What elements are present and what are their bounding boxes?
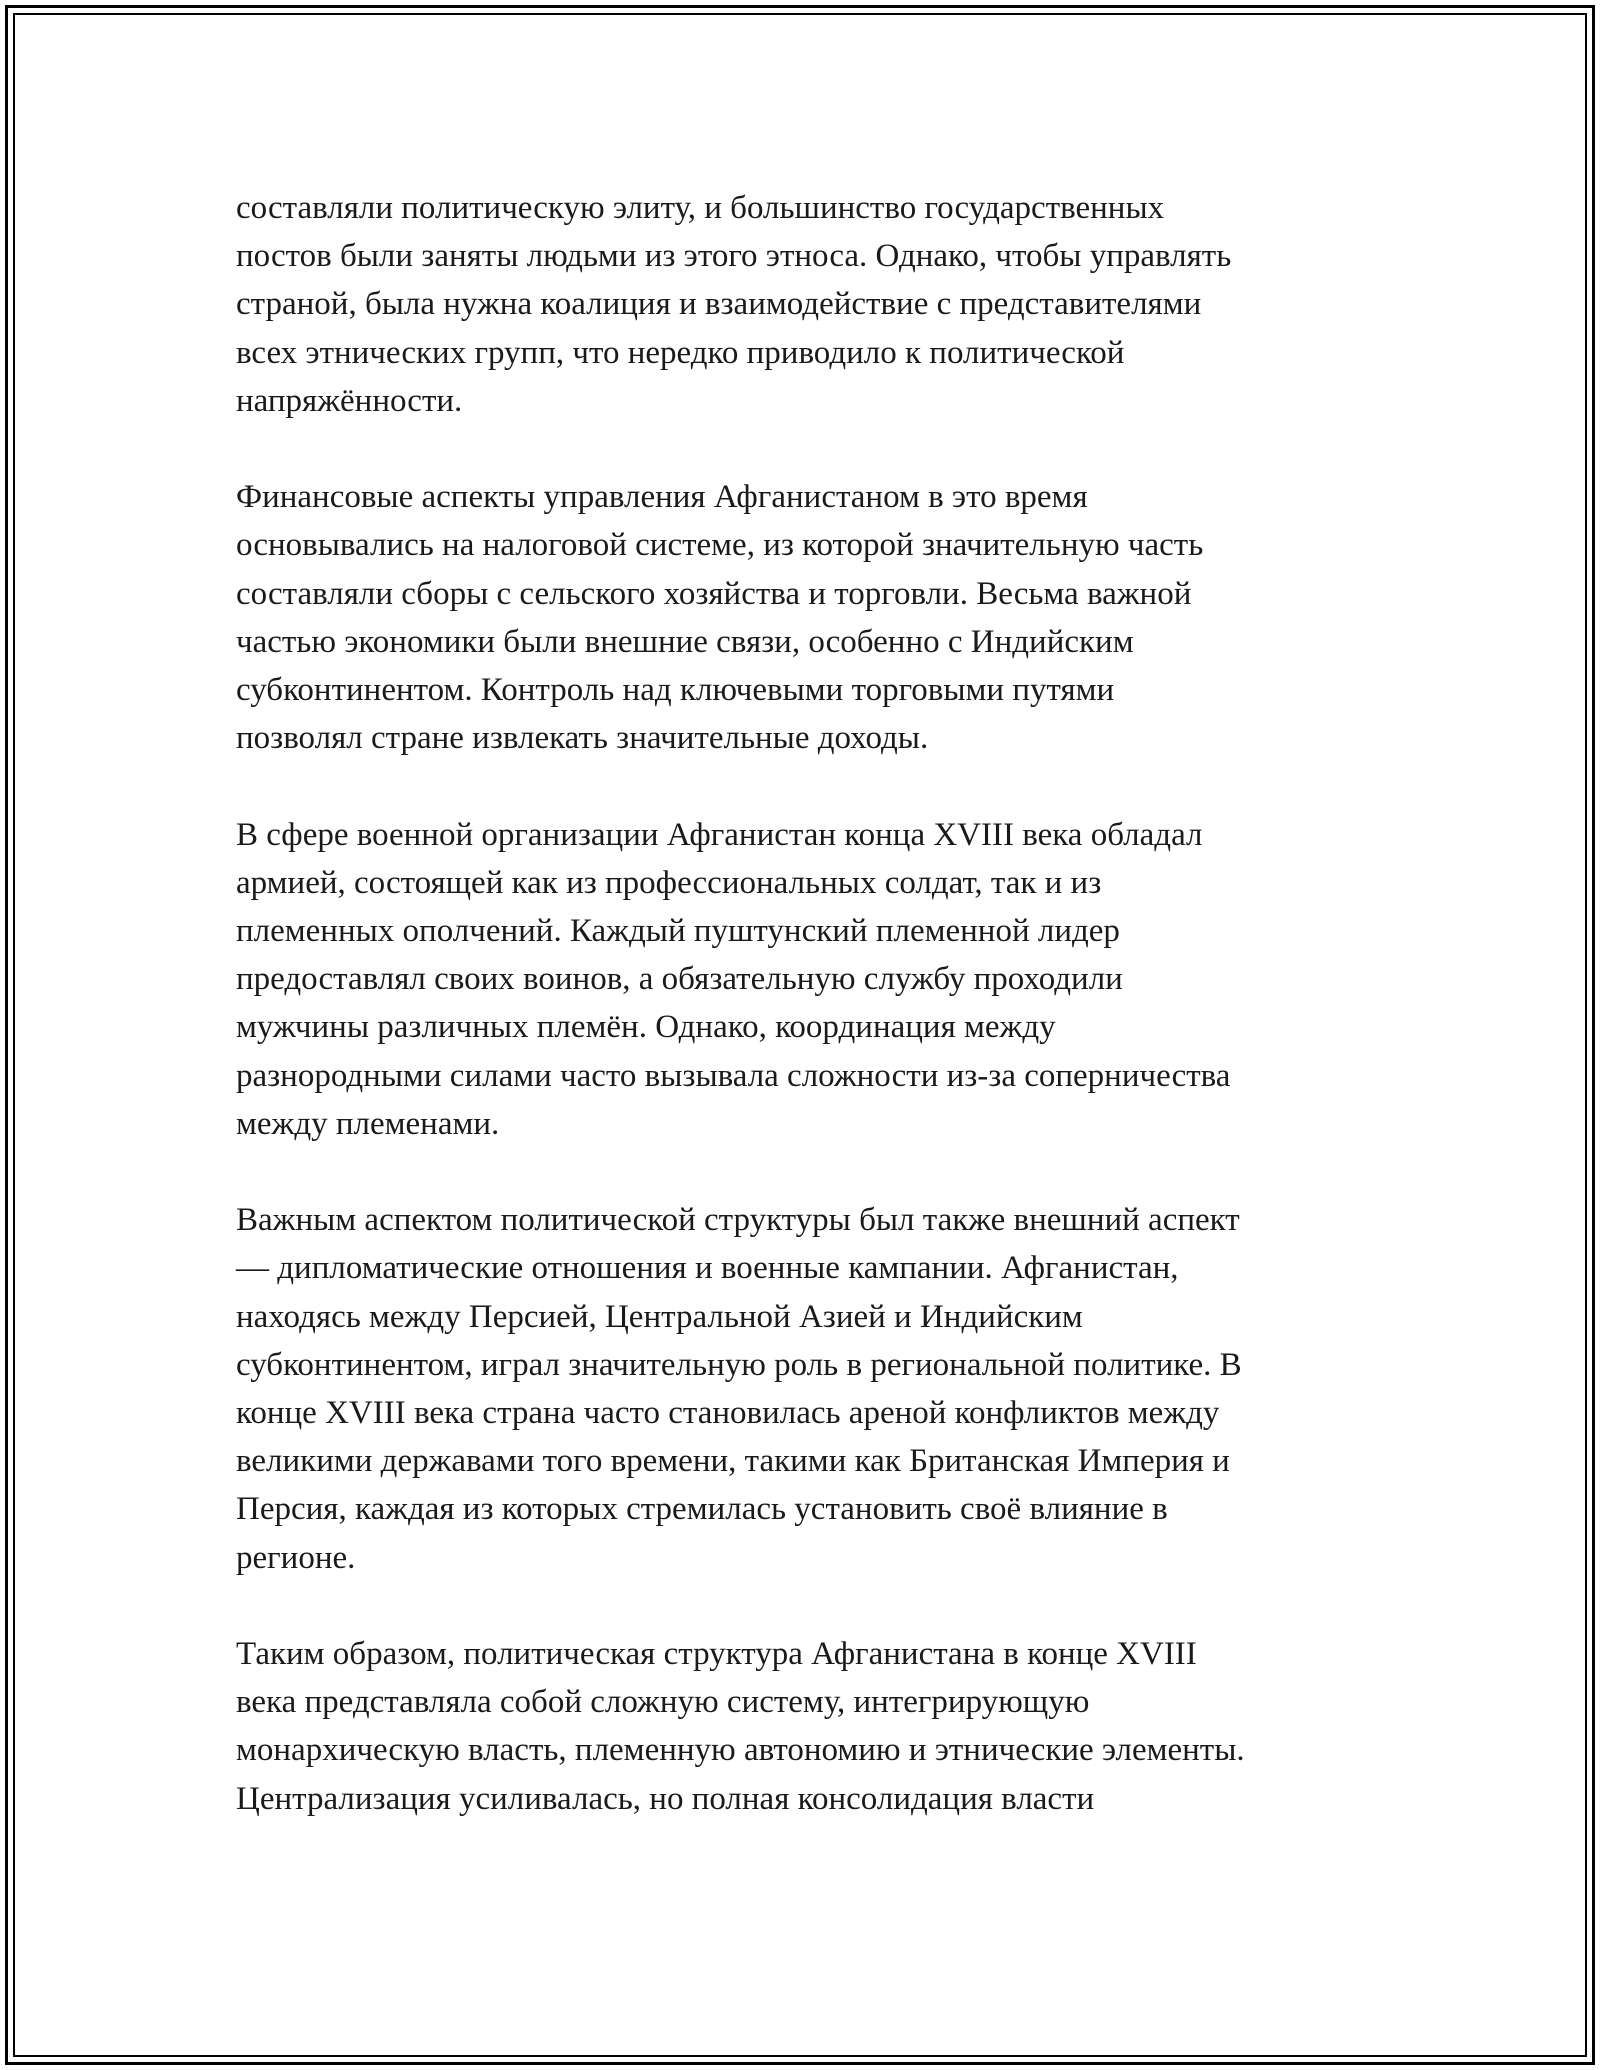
paragraph-5 [236,1630,1366,1823]
text-line: великими державами того времени, такими как Британская Империя и [236,1443,1230,1480]
text-line: основывались на налоговой системе, из которой значительную часть [236,527,1204,564]
text-line: Персия, каждая из которых стремилась установить своё влияние в [236,1491,1168,1528]
text-line: предоставлял своих воинов, а обязательную службу проходили [236,961,1123,998]
text-line: постов были заняты людьми из этого этноса. Однако, чтобы управлять [236,238,1232,275]
text-line: напряжённости. [236,382,463,419]
paragraph-3 [236,811,1366,1148]
text-line: находясь между Персией, Центральной Азией и Индийским [236,1298,1083,1335]
text-line: — дипломатические отношения и военные кампании. Афганистан, [236,1250,1179,1287]
text-line: страной, была нужна коалиция и взаимодействие с представителями [236,286,1202,323]
text-line: конце XVIII века страна часто становилась ареной конфликтов между [236,1395,1220,1432]
text-line: позволял стране извлекать значительные доходы. [236,720,929,757]
text-line: разнородными силами часто вызывала сложности из-за соперничества [236,1057,1231,1094]
text-line: субконтинентом, играл значительную роль в региональной политике. В [236,1346,1242,1383]
text-line: Таким образом, политическая структура Афганистана в конце XVIII [236,1636,1197,1673]
text-line: частью экономики были внешние связи, особенно с Индийским [236,623,1134,660]
text-line: субконтинентом. Контроль над ключевыми торговыми путями [236,672,1115,709]
text-line: Централизация усиливалась, но полная консолидация власти [236,1780,1095,1817]
text-line: всех этнических групп, что нередко приводило к политической [236,334,1125,371]
paragraph-1 [236,184,1366,425]
text-line: Важным аспектом политической структуры был также внешний аспект [236,1202,1240,1239]
text-line: века представляла собой сложную систему, интегрирующую [236,1684,1090,1721]
paragraph-4 [236,1196,1366,1582]
text-line: мужчины различных племён. Однако, координация между [236,1009,1056,1046]
text-line: регионе. [236,1539,356,1576]
text-line: составляли сборы с сельского хозяйства и торговли. Весьма важной [236,575,1192,612]
text-line: Финансовые аспекты управления Афганистаном в это время [236,479,1088,516]
text-line: составляли политическую элиту, и большинство государственных [236,190,1165,226]
text-line: племенных ополчений. Каждый пуштунский племенной лидер [236,913,1120,950]
text-line: В сфере военной организации Афганистан конца XVIII века обладал [236,816,1203,853]
document-body [236,184,1366,1871]
text-line: между племенами. [236,1105,500,1142]
paragraph-2 [236,473,1366,762]
text-line: армией, состоящей как из профессиональных солдат, так и из [236,864,1102,901]
text-line: монархическую власть, племенную автономию и этнические элементы. [236,1732,1245,1769]
